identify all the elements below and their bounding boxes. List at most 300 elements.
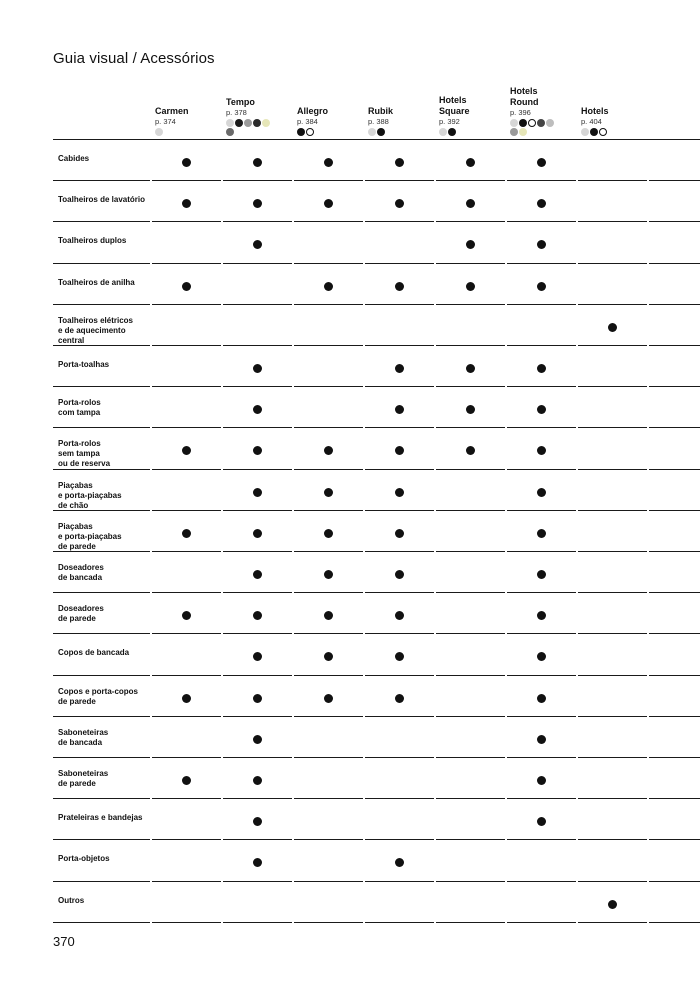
row-label-line: Prateleiras e bandejas <box>58 813 143 823</box>
row-divider <box>152 798 221 799</box>
row-divider <box>436 839 505 840</box>
row-divider <box>507 427 576 428</box>
availability-dot <box>395 282 404 291</box>
availability-dot <box>537 199 546 208</box>
row-divider <box>53 716 150 717</box>
row-divider <box>294 633 363 634</box>
column-page-ref: p. 396 <box>510 108 531 117</box>
availability-dot <box>466 240 475 249</box>
row-divider <box>578 633 647 634</box>
row-divider <box>649 922 700 923</box>
availability-dot <box>537 529 546 538</box>
row-divider <box>152 633 221 634</box>
row-divider <box>223 757 292 758</box>
availability-dot <box>324 611 333 620</box>
row-label-line: Cabides <box>58 154 90 163</box>
availability-dot <box>253 858 262 867</box>
finish-swatch <box>262 119 270 127</box>
availability-dot <box>466 158 475 167</box>
row-divider <box>365 304 434 305</box>
row-divider <box>223 592 292 593</box>
row-divider <box>152 839 221 840</box>
row-divider <box>578 839 647 840</box>
finish-swatch <box>235 119 243 127</box>
column-name: Round <box>510 96 539 107</box>
row-label <box>58 813 150 823</box>
row-divider <box>365 716 434 717</box>
row-divider <box>294 345 363 346</box>
row-divider <box>223 469 292 470</box>
availability-dot <box>395 364 404 373</box>
row-divider <box>152 551 221 552</box>
row-divider <box>578 180 647 181</box>
row-divider <box>507 592 576 593</box>
availability-dot <box>324 652 333 661</box>
row-divider <box>53 304 150 305</box>
row-divider <box>294 263 363 264</box>
row-divider <box>507 180 576 181</box>
column-header <box>510 86 585 136</box>
row-divider <box>223 510 292 511</box>
row-divider <box>365 798 434 799</box>
row-divider <box>507 757 576 758</box>
row-divider <box>436 180 505 181</box>
row-label-line: de chão <box>58 500 89 510</box>
finish-swatch <box>155 128 163 136</box>
row-divider <box>578 469 647 470</box>
availability-dot <box>537 405 546 414</box>
row-divider <box>365 510 434 511</box>
row-label-line: Saboneteiras <box>58 769 109 778</box>
availability-dot <box>537 446 546 455</box>
row-divider <box>294 386 363 387</box>
availability-dot <box>537 364 546 373</box>
column-header <box>226 97 301 137</box>
row-divider <box>223 798 292 799</box>
row-label-line: de bancada <box>58 573 103 582</box>
row-label-line: Copos de bancada <box>58 648 130 658</box>
row-divider <box>294 180 363 181</box>
row-divider <box>507 839 576 840</box>
row-divider <box>507 263 576 264</box>
row-divider <box>53 345 150 346</box>
row-divider <box>649 469 700 470</box>
row-label-line: de bancada <box>58 737 103 747</box>
row-label <box>58 278 150 288</box>
row-divider <box>53 386 150 387</box>
row-divider <box>294 716 363 717</box>
row-divider <box>436 304 505 305</box>
finish-swatch <box>546 119 554 127</box>
row-divider <box>53 798 150 799</box>
row-divider <box>294 510 363 511</box>
row-label-line: de parede <box>58 614 96 624</box>
column-page-ref: p. 374 <box>155 117 176 126</box>
availability-dot <box>395 529 404 538</box>
row-divider <box>365 345 434 346</box>
availability-dot <box>182 529 191 538</box>
row-label-line: Toalheiros de lavatório <box>58 195 145 205</box>
row-divider <box>53 221 150 222</box>
row-label-line: de parede <box>58 696 96 706</box>
row-divider <box>436 263 505 264</box>
availability-dot <box>537 652 546 661</box>
row-divider <box>53 922 150 923</box>
column-name: Hotels <box>581 105 609 116</box>
column-page-ref: p. 378 <box>226 108 247 117</box>
row-divider <box>152 263 221 264</box>
column-name: Square <box>439 105 470 116</box>
finish-swatch <box>519 128 527 136</box>
row-divider <box>223 304 292 305</box>
row-divider <box>365 881 434 882</box>
row-divider <box>436 427 505 428</box>
finish-swatches <box>368 128 414 136</box>
row-divider <box>649 798 700 799</box>
availability-dot <box>395 158 404 167</box>
row-divider <box>649 881 700 882</box>
row-divider <box>152 510 221 511</box>
header-divider <box>53 139 700 140</box>
row-divider <box>436 510 505 511</box>
row-label <box>58 360 150 370</box>
row-divider <box>53 551 150 552</box>
row-divider <box>365 551 434 552</box>
row-divider <box>223 386 292 387</box>
availability-dot <box>253 817 262 826</box>
column-name: Allegro <box>297 105 329 116</box>
row-divider <box>436 757 505 758</box>
column-header <box>581 106 656 137</box>
row-divider <box>152 386 221 387</box>
row-label <box>58 154 150 164</box>
availability-dot <box>537 282 546 291</box>
row-divider <box>649 345 700 346</box>
row-label-line: de parede <box>58 779 96 788</box>
availability-dot <box>537 488 546 497</box>
row-divider <box>53 839 150 840</box>
finish-swatch <box>377 128 385 136</box>
row-label-line: Porta-objetos <box>58 854 110 864</box>
finish-swatches <box>226 119 272 136</box>
row-divider <box>223 427 292 428</box>
row-divider <box>294 427 363 428</box>
availability-dot <box>395 652 404 661</box>
row-label-line: Porta-toalhas <box>58 360 110 369</box>
row-label-line: e porta-piaçabas <box>58 490 122 500</box>
finish-swatch <box>368 128 376 136</box>
availability-dot <box>324 570 333 579</box>
row-divider <box>649 592 700 593</box>
column-name: Rubik <box>368 105 394 116</box>
availability-dot <box>182 446 191 455</box>
finish-swatches <box>510 119 556 136</box>
finish-swatch <box>253 119 261 127</box>
row-label-line: Doseadores <box>58 604 104 614</box>
availability-dot <box>324 282 333 291</box>
row-divider <box>649 633 700 634</box>
row-divider <box>578 510 647 511</box>
row-label <box>58 854 150 864</box>
row-divider <box>53 592 150 593</box>
availability-dot <box>466 364 475 373</box>
row-divider <box>436 592 505 593</box>
availability-dot <box>182 199 191 208</box>
column-header <box>368 106 443 137</box>
row-divider <box>436 881 505 882</box>
row-divider <box>152 180 221 181</box>
availability-dot <box>182 611 191 620</box>
availability-dot <box>537 158 546 167</box>
finish-swatch <box>448 128 456 136</box>
finish-swatch <box>226 128 234 136</box>
row-divider <box>223 633 292 634</box>
row-divider <box>152 345 221 346</box>
row-divider <box>436 551 505 552</box>
availability-dot <box>324 529 333 538</box>
finish-swatch <box>519 119 527 127</box>
row-divider <box>365 221 434 222</box>
row-label-line: central <box>58 335 85 345</box>
row-label <box>58 195 150 205</box>
row-divider <box>649 304 700 305</box>
row-divider <box>53 427 150 428</box>
row-divider <box>649 427 700 428</box>
finish-swatch <box>244 119 252 127</box>
row-divider <box>507 675 576 676</box>
row-label <box>58 316 150 346</box>
row-divider <box>507 551 576 552</box>
column-name: Tempo <box>226 96 255 107</box>
row-label <box>58 604 150 624</box>
finish-swatches <box>439 128 485 136</box>
row-divider <box>223 180 292 181</box>
row-divider <box>53 469 150 470</box>
row-divider <box>649 263 700 264</box>
row-divider <box>294 798 363 799</box>
availability-dot <box>395 570 404 579</box>
row-divider <box>578 881 647 882</box>
row-divider <box>649 180 700 181</box>
availability-dot <box>324 158 333 167</box>
availability-dot <box>253 570 262 579</box>
row-divider <box>436 716 505 717</box>
row-divider <box>578 592 647 593</box>
row-divider <box>436 469 505 470</box>
row-label-line: e porta-piaçabas <box>58 531 122 541</box>
availability-dot <box>395 199 404 208</box>
availability-dot <box>324 199 333 208</box>
availability-dot <box>537 240 546 249</box>
row-divider <box>294 881 363 882</box>
row-divider <box>507 510 576 511</box>
availability-dot <box>253 776 262 785</box>
row-divider <box>507 881 576 882</box>
availability-dot <box>395 858 404 867</box>
row-divider <box>649 716 700 717</box>
row-divider <box>436 798 505 799</box>
row-divider <box>649 221 700 222</box>
row-label-line: Piaçabas <box>58 521 93 531</box>
availability-dot <box>395 446 404 455</box>
row-divider <box>294 675 363 676</box>
availability-dot <box>253 364 262 373</box>
availability-dot <box>466 282 475 291</box>
row-divider <box>152 221 221 222</box>
row-divider <box>578 386 647 387</box>
row-label-line: Piaçabas <box>58 480 93 490</box>
row-label-line: ou de reserva <box>58 459 111 469</box>
column-header <box>155 106 230 137</box>
row-divider <box>578 427 647 428</box>
row-divider <box>223 922 292 923</box>
row-divider <box>365 263 434 264</box>
row-divider <box>152 304 221 305</box>
row-divider <box>578 922 647 923</box>
row-divider <box>365 386 434 387</box>
row-label <box>58 236 150 246</box>
finish-swatch <box>226 119 234 127</box>
row-divider <box>436 386 505 387</box>
row-divider <box>649 510 700 511</box>
availability-dot <box>395 611 404 620</box>
row-divider <box>294 304 363 305</box>
finish-swatch <box>439 128 447 136</box>
row-divider <box>294 757 363 758</box>
row-divider <box>53 881 150 882</box>
row-divider <box>53 757 150 758</box>
row-label-line: Toalheiros duplos <box>58 236 127 246</box>
column-header <box>297 106 372 137</box>
row-divider <box>507 221 576 222</box>
row-label-line: Copos e porta-copos <box>58 686 139 696</box>
row-divider <box>578 345 647 346</box>
availability-dot <box>395 405 404 414</box>
availability-dot <box>324 694 333 703</box>
row-divider <box>507 798 576 799</box>
row-divider <box>294 469 363 470</box>
row-divider <box>507 716 576 717</box>
row-divider <box>53 510 150 511</box>
availability-dot <box>253 405 262 414</box>
finish-swatch <box>581 128 589 136</box>
availability-dot <box>537 570 546 579</box>
row-divider <box>507 345 576 346</box>
availability-dot <box>324 446 333 455</box>
row-divider <box>365 469 434 470</box>
row-divider <box>436 922 505 923</box>
availability-dot <box>466 446 475 455</box>
column-name: Carmen <box>155 105 189 116</box>
row-divider <box>365 427 434 428</box>
row-divider <box>53 633 150 634</box>
availability-dot <box>395 694 404 703</box>
row-label <box>58 481 150 511</box>
availability-dot <box>182 282 191 291</box>
row-label <box>58 769 150 789</box>
finish-swatch <box>528 119 536 127</box>
row-label <box>58 398 150 418</box>
row-label-line: Toalheiros elétricos <box>58 315 133 325</box>
row-divider <box>152 922 221 923</box>
row-divider <box>365 757 434 758</box>
row-label <box>58 896 150 906</box>
row-divider <box>578 304 647 305</box>
availability-dot <box>537 817 546 826</box>
row-divider <box>365 633 434 634</box>
row-divider <box>365 180 434 181</box>
finish-swatches <box>155 128 201 136</box>
availability-dot <box>253 652 262 661</box>
row-divider <box>649 551 700 552</box>
availability-dot <box>253 158 262 167</box>
availability-dot <box>253 611 262 620</box>
row-divider <box>294 221 363 222</box>
row-label-line: Porta-rolos <box>58 439 101 449</box>
availability-dot <box>182 158 191 167</box>
row-divider <box>578 716 647 717</box>
column-header <box>439 95 514 136</box>
row-label <box>58 687 150 707</box>
availability-dot <box>395 488 404 497</box>
row-divider <box>436 221 505 222</box>
row-label-line: Outros <box>58 895 85 905</box>
availability-dot <box>466 405 475 414</box>
finish-swatch <box>599 128 607 136</box>
row-divider <box>578 675 647 676</box>
row-divider <box>649 386 700 387</box>
row-divider <box>436 675 505 676</box>
row-divider <box>53 263 150 264</box>
row-divider <box>152 881 221 882</box>
row-divider <box>649 757 700 758</box>
column-page-ref: p. 404 <box>581 117 602 126</box>
page-number: 370 <box>53 934 75 949</box>
row-divider <box>152 716 221 717</box>
row-divider <box>365 922 434 923</box>
availability-dot <box>253 529 262 538</box>
row-label <box>58 439 150 469</box>
row-divider <box>649 839 700 840</box>
row-divider <box>53 675 150 676</box>
row-divider <box>223 675 292 676</box>
row-divider <box>365 592 434 593</box>
availability-dot <box>324 488 333 497</box>
row-divider <box>223 263 292 264</box>
column-page-ref: p. 384 <box>297 117 318 126</box>
row-label <box>58 728 150 748</box>
row-divider <box>578 757 647 758</box>
availability-dot <box>537 776 546 785</box>
row-divider <box>507 304 576 305</box>
row-label-line: Doseadores <box>58 563 104 572</box>
availability-dot <box>182 694 191 703</box>
column-name: Hotels <box>510 86 538 96</box>
row-divider <box>365 839 434 840</box>
row-label <box>58 648 150 658</box>
availability-dot <box>253 240 262 249</box>
finish-swatch <box>510 128 518 136</box>
row-label-line: Porta-rolos <box>58 398 101 408</box>
finish-swatches <box>297 128 343 136</box>
column-page-ref: p. 392 <box>439 117 460 126</box>
page-title: Guia visual / Acessórios <box>53 50 215 67</box>
finish-swatch <box>306 128 314 136</box>
row-label <box>58 563 150 583</box>
column-page-ref: p. 388 <box>368 117 389 126</box>
availability-dot <box>253 694 262 703</box>
row-label-line: de parede <box>58 541 96 551</box>
